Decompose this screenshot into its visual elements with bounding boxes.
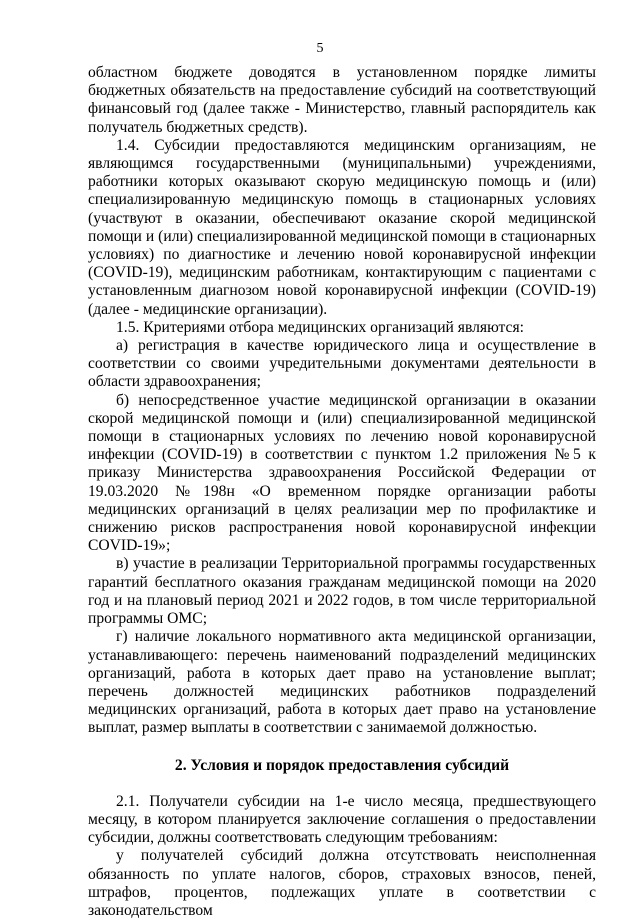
paragraph-1-4: 1.4. Субсидии предоставляются медицинским организациям, не являющимся государственными (муниципальными) учреждениями, работники которых оказывают скорую медицинскую помощь и (или) специализированную медицинскую помощь в стационарных условиях (участвуют в оказании, обеспечивают оказание скорой медицинской помощи и (или) специализированной медицинской помощи в стационарных условиях) по диагностике и лечению новой коронавирусной инфекции (COVID-19), медицинским работникам, контактирующим с пациентами с установленным диагнозом новой коронавирусной инфекции (COVID-19) (далее - медицинские организации). [88,136,596,318]
paragraph-budget-limits: областном бюджете доводятся в установленном порядке лимиты бюджетных обязательств на предоставление субсидий на соответствующий финансовый год (далее также - Министерство, главный распорядитель как получатель бюджетных средств). [88,64,596,136]
criterion-v: в) участие в реализации Территориальной программы государственных гарантий бесплатного оказания гражданам медицинской помощи на 2020 год и на плановый период 2021 и 2022 годов, в том числе территориальной программы ОМС; [88,555,596,628]
criterion-b: б) непосредственное участие медицинской организации в оказании скорой медицинской помощи и (или) специализированной медицинской помощи в стационарных условиях по лечению новой коронавирусной инфекции (COVID-19) в соответствии с пунктом 1.2 приложения №5 к приказу Министерства здравоохранения Российской Федерации от 19.03.2020 №198н «О временном порядке организации работы медицинских организаций в целях реализации мер по профилактике и снижению рисков распространения новой коронавирусной инфекции COVID-19»; [88,391,596,555]
criterion-g: г) наличие локального нормативного акта медицинской организации, устанавливающего: перечень наименований подразделений медицинских организаций, работа в которых дает право на установление выплат; перечень должностей медицинских работников подразделений медицинских организаций, работа в которых дает право на установление выплат, размер выплаты в соответствии с занимаемой должностью. [88,628,596,737]
document-body [88,64,596,920]
paragraph-tax-requirement: у получателей субсидий должна отсутствовать неисполненная обязанность по уплате налогов, сборов, страховых взносов, пеней, штрафов, процентов, подлежащих уплате в соответствии с законодательством [88,847,596,919]
criterion-a: а) регистрация в качестве юридического лица и осуществление в соответствии со своими учредительными документами деятельности в области здравоохранения; [88,337,596,391]
page-number: 5 [316,41,324,56]
paragraph-1-5: 1.5. Критериями отбора медицинских организаций являются: [116,318,524,336]
section-heading: 2. Условия и порядок предоставления субсидий [174,756,510,774]
paragraph-2-1: 2.1. Получатели субсидии на 1-е число месяца, предшествующего месяцу, в котором планируется заключение соглашения о предоставлении субсидии, должны соответствовать следующим требованиям: [88,792,596,847]
